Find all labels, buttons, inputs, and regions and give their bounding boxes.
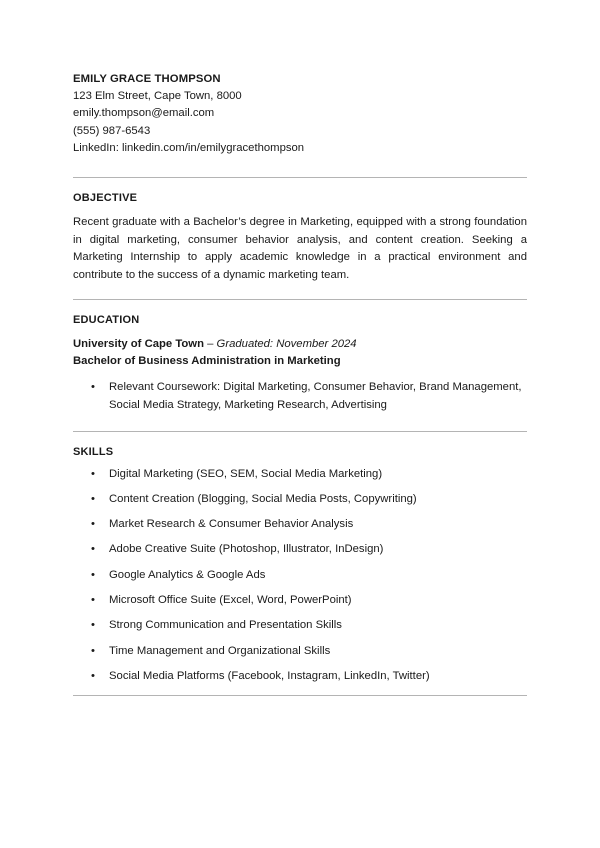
education-school-line	[73, 336, 527, 353]
skill-text: Strong Communication and Presentation Skills	[109, 619, 342, 632]
list-item	[73, 541, 527, 566]
section-divider	[73, 695, 527, 696]
contact-block	[73, 71, 527, 157]
list-item	[73, 491, 527, 516]
skill-text: Google Analytics & Google Ads	[109, 568, 266, 581]
skill-text: Digital Marketing (SEO, SEM, Social Media Marketing)	[109, 467, 383, 480]
list-item	[73, 668, 527, 693]
coursework-text: Relevant Coursework: Digital Marketing, Consumer Behavior, Brand Management, Social Media Strategy, Marketing Research, Advertising	[109, 381, 522, 411]
phone-line: (555) 987-6543	[73, 124, 151, 137]
list-item	[73, 592, 527, 617]
skills-heading: SKILLS	[73, 445, 114, 458]
objective-heading: OBJECTIVE	[73, 192, 138, 205]
list-item	[73, 516, 527, 541]
skill-text: Content Creation (Blogging, Social Media Posts, Copywriting)	[109, 492, 417, 505]
list-item	[73, 643, 527, 668]
linkedin-line: LinkedIn: linkedin.com/in/emilygracethompson	[73, 141, 305, 154]
list-item	[73, 379, 527, 414]
address-line: 123 Elm Street, Cape Town, 8000	[73, 90, 242, 103]
bullet-icon: •	[91, 594, 95, 607]
bullet-icon: •	[91, 518, 95, 531]
skill-text: Microsoft Office Suite (Excel, Word, PowerPoint)	[109, 594, 352, 607]
section-divider	[73, 431, 527, 432]
bullet-icon: •	[91, 381, 95, 394]
list-item	[73, 567, 527, 592]
coursework-list	[73, 379, 527, 414]
bullet-icon: •	[91, 467, 95, 480]
bullet-icon: •	[91, 669, 95, 682]
objective-paragraph: Recent graduate with a Bachelor’s degree in Marketing, equipped with a strong foundation in digital marketing, consumer behavior analysis, and content creation. Seeking a Marketing Internship to apply academic knowledge in a practical environment and contribute to the success of a dynamic marketing team.	[73, 216, 527, 281]
list-item	[73, 617, 527, 642]
skill-text: Adobe Creative Suite (Photoshop, Illustrator, InDesign)	[109, 543, 384, 556]
skills-list	[73, 466, 527, 694]
bullet-icon: •	[91, 543, 95, 556]
education-heading: EDUCATION	[73, 314, 140, 327]
skill-text: Market Research & Consumer Behavior Analysis	[109, 518, 354, 531]
email-line: emily.thompson@email.com	[73, 107, 215, 120]
section-divider	[73, 177, 527, 178]
skill-text: Social Media Platforms (Facebook, Instagram, LinkedIn, Twitter)	[109, 669, 430, 682]
bullet-icon: •	[91, 492, 95, 505]
school-name: University of Cape Town	[73, 338, 204, 351]
bullet-icon: •	[91, 619, 95, 632]
degree-title: Bachelor of Business Administration in Marketing	[73, 355, 341, 368]
section-divider	[73, 299, 527, 300]
bullet-icon: •	[91, 568, 95, 581]
list-item	[73, 466, 527, 491]
graduation-date: Graduated: November 2024	[216, 338, 357, 351]
school-date-separator: –	[203, 338, 217, 351]
candidate-name: EMILY GRACE THOMPSON	[73, 73, 221, 85]
skill-text: Time Management and Organizational Skills	[109, 644, 331, 657]
bullet-icon: •	[91, 644, 95, 657]
